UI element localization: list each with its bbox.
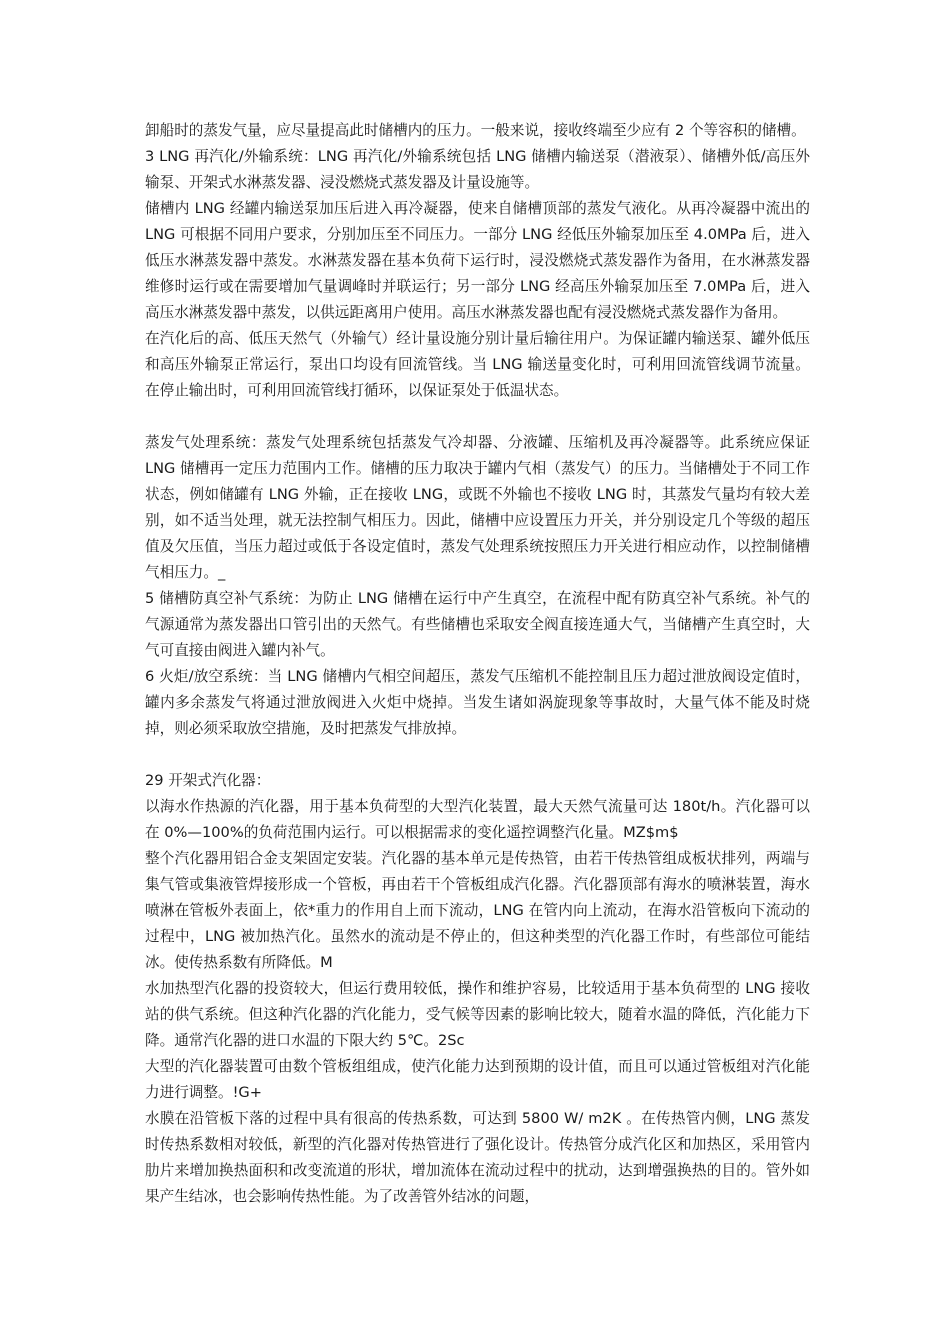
- paragraph-boil-off-gas-system: 蒸发气处理系统：蒸发气处理系统包括蒸发气冷却器、分液罐、压缩机及再冷凝器等。此系统应保证 LNG 储槽再一定压力范围内工作。储槽的压力取决于罐内气相（蒸发气）的压力。当储槽处于不同工作状态，例如储罐有 LNG 外输，正在接收 LNG，或既不外输也不接收 LNG 时，其蒸发气量均有较大差别，如不适当处理，就无法控制气相压力。因此，储槽中应设置压力开关，并分别设定几个等级的超压值及欠压值，当压力超过或低于各设定值时，蒸发气处理系统按照压力开关进行相应动作，以控制储槽气相压力。_: [145, 434, 810, 581]
- paragraph-tank-pump-process: 储槽内 LNG 经罐内输送泵加压后进入再冷凝器，使来自储槽顶部的蒸发气液化。从再冷凝器中流出的 LNG 可根据不同用户要求，分别加压至不同压力。一部分 LNG 经低压外输泵加压至 4.0MPa 后，进入低压水淋蒸发器中蒸发。水淋蒸发器在基本负荷下运行时，浸没燃烧式蒸发器作为备用，在水淋蒸发器维修时运行或在需要增加气量调峰时并联运行；另一部分 LNG 经高压外输泵加压至 7.0MPa 后，进入高压水淋蒸发器中蒸发，以供远距离用户使用。高压水淋蒸发器也配有浸没燃烧式蒸发器作为备用。: [145, 200, 810, 321]
- paragraph-water-heated-vaporizer: 水加热型汽化器的投资较大，但运行费用较低，操作和维护容易，比较适用于基本负荷型的 LNG 接收站的供气系统。但这种汽化器的汽化能力，受气候等因素的影响比较大，随着水温的降低，汽化能力下降。通常汽化器的进口水温的下限大约 5℃。2Sc: [145, 980, 810, 1049]
- section-heading-open-rack-vaporizer: 29 开架式汽化器：: [145, 772, 271, 789]
- paragraph-storage-tank-capacity: 卸船时的蒸发气量，应尽量提高此时储槽内的压力。一般来说，接收终端至少应有 2 个等容积的储槽。: [145, 122, 806, 139]
- blank-line: [145, 742, 810, 768]
- document-body: [145, 118, 810, 1210]
- blank-line: [145, 404, 810, 430]
- paragraph-heat-transfer: 水膜在沿管板下落的过程中具有很高的传热系数，可达到 5800 W/ m2K 。在传热管内侧，LNG 蒸发时传热系数相对较低，新型的汽化器对传热管进行了强化设计。传热管分成汽化区和加热区，采用管内肋片来增加换热面积和改变流道的形状，增加流体在流动过程中的扰动，达到增强换热的目的。管外如果产生结冰，也会影响传热性能。为了改善管外结冰的问题，: [145, 1110, 810, 1205]
- paragraph-revaporization-system: 3 LNG 再汽化/外输系统：LNG 再汽化/外输系统包括 LNG 储槽内输送泵（潜液泵）、储槽外低/高压外输泵、开架式水淋蒸发器、浸没燃烧式蒸发器及计量设施等。: [145, 148, 810, 191]
- paragraph-large-vaporizer-unit: 大型的汽化器装置可由数个管板组组成，使汽化能力达到预期的设计值，而且可以通过管板组对汽化能力进行调整。!G+: [145, 1058, 810, 1101]
- paragraph-flare-vent-system: 6 火炬/放空系统：当 LNG 储槽内气相空间超压，蒸发气压缩机不能控制且压力超过泄放阀设定值时，罐内多余蒸发气将通过泄放阀进入火炬中烧掉。当发生诸如涡旋现象等事故时，大量气体不能及时烧掉，则必须采取放空措施，及时把蒸发气排放掉。: [145, 668, 810, 737]
- paragraph-anti-vacuum-system: 5 储槽防真空补气系统：为防止 LNG 储槽在运行中产生真空，在流程中配有防真空补气系统。补气的气源通常为蒸发器出口管引出的天然气。有些储槽也采取安全阀直接连通大气，当储槽产生真空时，大气可直接由阀进入罐内补气。: [145, 590, 810, 659]
- paragraph-seawater-vaporizer: 以海水作热源的汽化器，用于基本负荷型的大型汽化装置，最大天然气流量可达 180t/h。汽化器可以在 0%—100%的负荷范围内运行。可以根据需求的变化遥控调整汽化量。MZ$m$: [145, 798, 810, 841]
- paragraph-metering-recirculation: 在汽化后的高、低压天然气（外输气）经计量设施分别计量后输往用户。为保证罐内输送泵、罐外低压和高压外输泵正常运行，泵出口均设有回流管线。当 LNG 输送量变化时，可利用回流管线调节流量。在停止输出时，可利用回流管线打循环，以保证泵处于低温状态。: [145, 330, 810, 399]
- paragraph-vaporizer-structure: 整个汽化器用铝合金支架固定安装。汽化器的基本单元是传热管，由若干传热管组成板状排列，两端与集气管或集液管焊接形成一个管板，再由若干个管板组成汽化器。汽化器顶部有海水的喷淋装置，海水喷淋在管板外表面上，依*重力的作用自上而下流动，LNG 在管内向上流动，在海水沿管板向下流动的过程中，LNG 被加热汽化。虽然水的流动是不停止的，但这种类型的汽化器工作时，有些部位可能结冰。使传热系数有所降低。M: [145, 850, 810, 971]
